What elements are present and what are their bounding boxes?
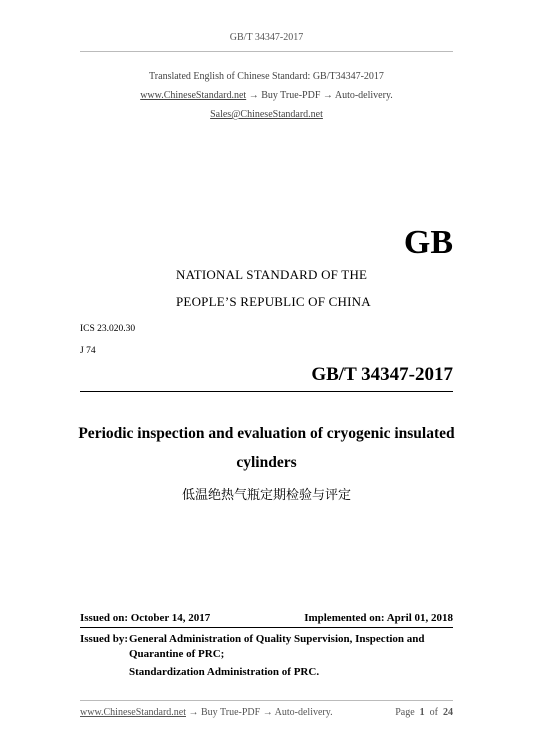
sales-line [0,109,533,120]
title-divider [80,391,453,392]
document-title-line-1: Periodic inspection and evaluation of cryogenic insulated [78,425,455,442]
footer-buy-text: Buy True-PDF [201,707,261,718]
ics-code: ICS 23.020.30 [80,324,136,334]
page-total: 24 [443,707,453,718]
gb-mark: GB [403,224,453,261]
issuer-line-1: General Administration of Quality Supervision, Inspection and [129,633,425,645]
issuer-line-3: Standardization Administration of PRC. [129,666,320,678]
dates-divider [80,627,453,628]
footer-links [80,707,333,718]
issued-by-label: Issued by: [80,633,128,645]
auto-delivery-text: Auto-delivery. [334,90,393,101]
footer-site-link[interactable]: www.ChineseStandard.net [80,707,186,718]
footer-delivery-text: Auto-delivery. [274,707,333,718]
header-divider [80,51,453,52]
footer-divider [80,700,453,701]
sales-email-link[interactable]: Sales@ChineseStandard.net [210,109,323,120]
arrow-right-icon: → [248,90,259,101]
page-indicator [395,707,453,718]
site-link[interactable]: www.ChineseStandard.net [140,90,247,101]
page-label: Page [395,707,415,718]
buy-pdf-text: Buy True-PDF [261,90,321,101]
arrow-right-icon: → [188,707,199,718]
running-header: GB/T 34347-2017 [229,32,304,43]
page-current: 1 [419,707,425,718]
arrow-right-icon: → [322,90,333,101]
implemented-on-date: Implemented on: April 01, 2018 [304,612,453,624]
national-standard-line-1: NATIONAL STANDARD OF THE [176,267,368,282]
arrow-right-icon: → [262,707,273,718]
translation-notice: Translated English of Chinese Standard: GB/T34347-2017 [149,71,384,82]
ccs-code: J 74 [80,346,96,356]
national-standard-line-2: PEOPLE’S REPUBLIC OF CHINA [176,294,371,309]
store-links-line [0,90,533,101]
document-title-line-2: cylinders [236,454,297,471]
issuer-line-2: Quarantine of PRC; [129,648,225,660]
document-title-chinese: 低温绝热气瓶定期检验与评定 [181,488,351,503]
page-of-label: of [429,707,438,718]
issued-on-date: Issued on: October 14, 2017 [80,612,211,624]
standard-number: GB/T 34347-2017 [311,364,453,385]
